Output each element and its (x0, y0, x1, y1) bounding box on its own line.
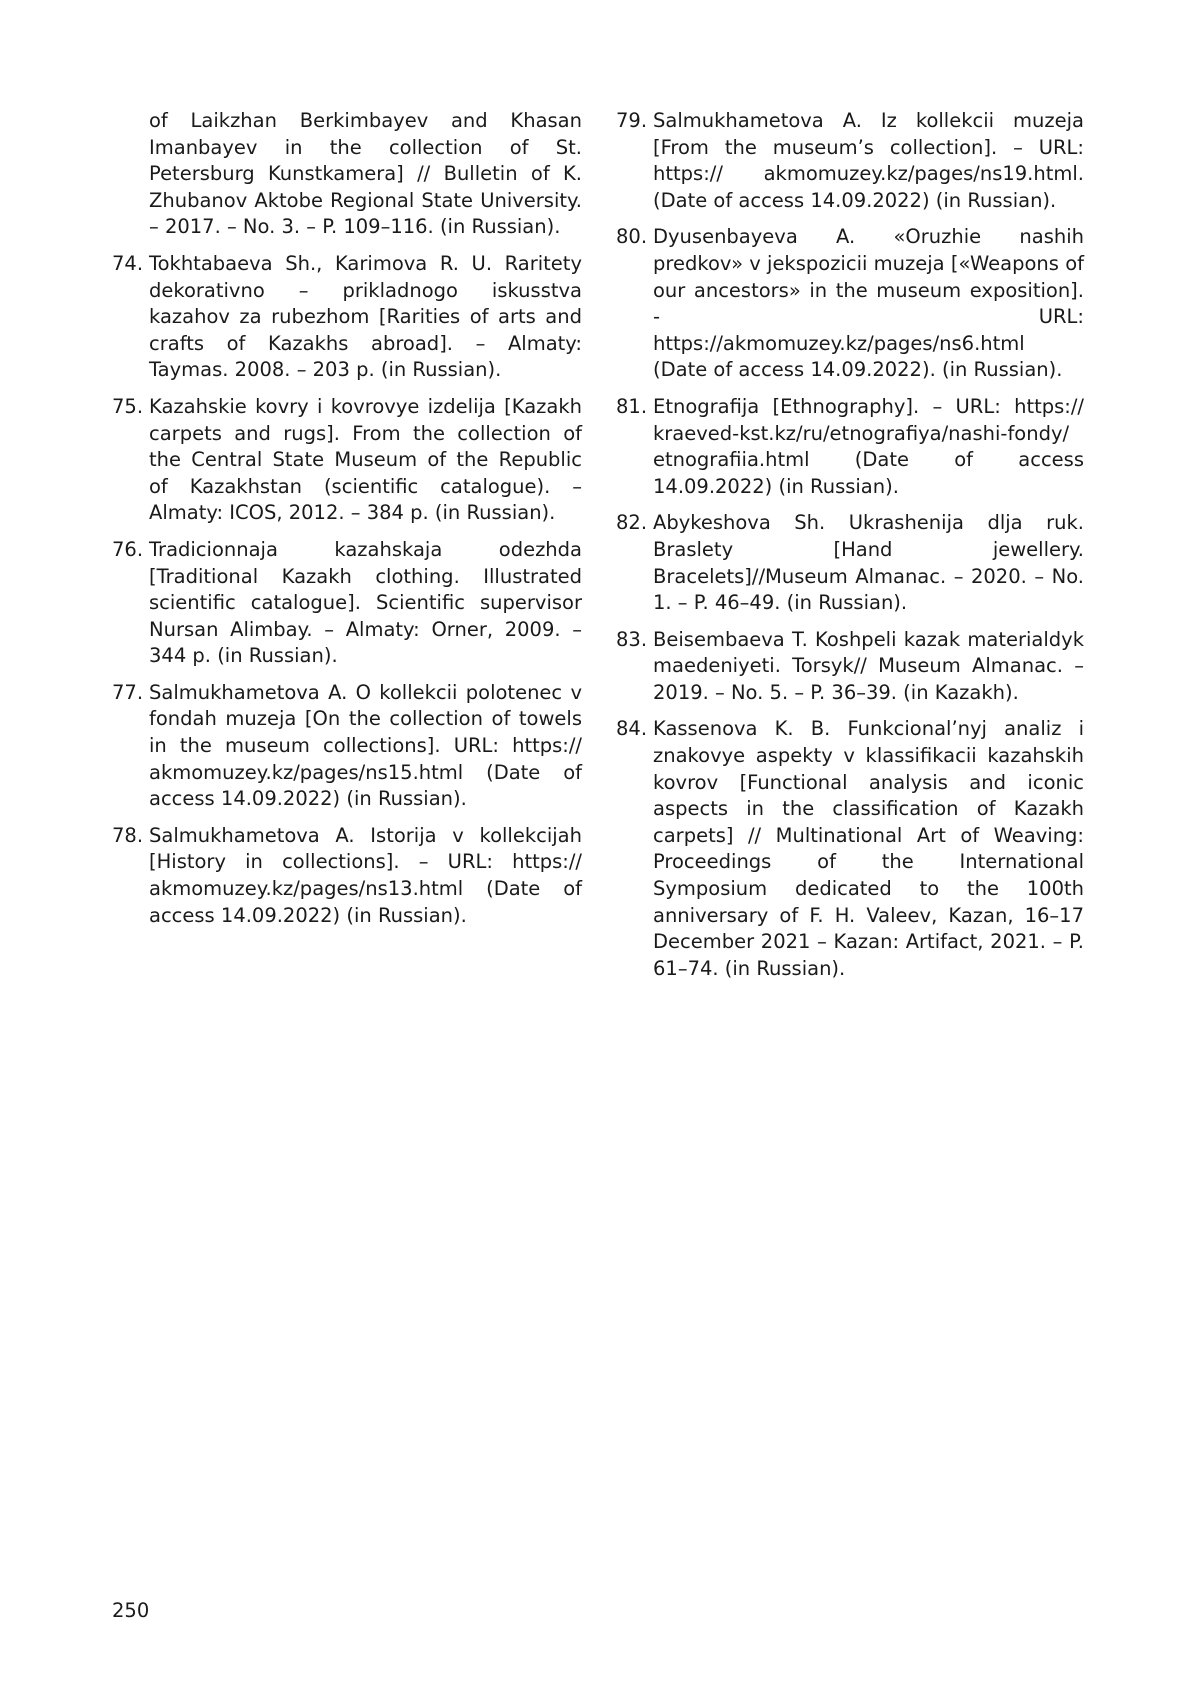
reference-number: 75. (112, 394, 144, 418)
reference-text: Tokhtabaeva Sh., Karimova R. U. Raritety dekorativno – prikladnogo iskusstva kazahov za rubezhom [Rarities of arts and crafts of Kazakhs abroad]. – Almaty: Taymas. 2008. – 203 p. (in Russian). (149, 251, 582, 382)
reference-text: Salmukhametova A. Istorija v kollekcijah [History in collections]. – URL: https:// akmomuzey.kz/pages/ns13.html (Date of access 14.09.2022) (in Russian). (149, 823, 582, 927)
reference-text: Kazahskie kovry i kovrovye izdelija [Kazakh carpets and rugs]. From the collection of the Central State Museum of the Republic of Kazakhstan (scientific catalogue). – Almaty: ICOS, 2012. – 384 p. (in Russian). (149, 394, 582, 525)
reference-column-left (112, 108, 582, 939)
reference-text: Kassenova K. B. Funkcional’nyj analiz i znakovye aspekty v klassifikacii kazahskih kovrov [Functional analysis and iconic aspects in the classification of Kazakh carpets] // Multinational Art of Weaving: Proceedings of the International Symposium dedicated to the 100th anniversary of F. H. Valeev, Kazan, 16–17 December 2021 – Kazan: Artifact, 2021. – P. 61–74. (in Russian). (653, 717, 1084, 980)
reference-item-80 (616, 224, 1084, 384)
reference-item-83 (616, 627, 1084, 707)
page-number: 250 (112, 1599, 150, 1622)
reference-number: 74. (112, 251, 144, 275)
reference-text: Dyusenbayeva A. «Oruzhie nashih predkov» v jekspozicii muzeja [«Weapons of our ancestors» in the museum exposition]. - URL: https://akmomuzey.kz/pages/ns6.html (Date of access 14.09.2022). (in Russian). (653, 225, 1084, 382)
reference-text: Salmukhametova A. O kollekcii polotenec v fondah muzeja [On the collection of towels in the museum collections]. URL: https:// akmomuzey.kz/pages/ns15.html (Date of access 14.09.2022) (in Russian). (149, 680, 582, 811)
reference-number: 81. (616, 394, 648, 418)
reference-number: 83. (616, 627, 648, 651)
reference-text: Salmukhametova A. Iz kollekcii muzeja [From the museum’s collection]. – URL: https:// akmomuzey.kz/pages/ns19.html. (Date of access 14.09.2022) (in Russian). (653, 109, 1084, 212)
reference-number: 76. (112, 537, 144, 561)
reference-number: 82. (616, 511, 648, 535)
reference-column-right (616, 108, 1084, 992)
reference-item-75 (112, 394, 582, 527)
reference-item-77 (112, 680, 582, 813)
reference-item-79 (616, 108, 1084, 214)
reference-text: Etnografija [Ethnography]. – URL: https:// kraeved-kst.kz/ru/etnografiya/nashi-fondy/ etnografiia.html (Date of access 14.09.2022) (in Russian). (653, 394, 1084, 498)
reference-number: 80. (616, 225, 648, 249)
reference-text: Abykeshova Sh. Ukrashenija dlja ruk. Braslety [Hand jewellery. Bracelets]//Museum Almanac. – 2020. – No. 1. – P. 46–49. (in Russian). (653, 511, 1084, 615)
reference-number: 77. (112, 680, 144, 704)
reference-number: 79. (616, 109, 648, 132)
reference-item-81 (616, 394, 1084, 500)
reference-text: of Laikzhan Berkimbayev and Khasan Imanbayev in the collection of St. Petersburg Kunstkamera] // Bulletin of K. Zhubanov Aktobe Regional State University. – 2017. – No. 3. – P. 109–116. (in Russian). (149, 109, 582, 239)
reference-number: 78. (112, 823, 144, 847)
reference-item-74 (112, 251, 582, 384)
reference-item-78 (112, 823, 582, 929)
reference-number: 84. (616, 717, 648, 741)
reference-text: Tradicionnaja kazahskaja odezhda [Traditional Kazakh clothing. Illustrated scientific catalogue]. Scientific supervisor Nursan Alimbay. – Almaty: Orner, 2009. – 344 p. (in Russian). (149, 537, 582, 668)
reference-text: Beisembaeva T. Koshpeli kazak materialdyk maedeniyeti. Torsyk// Museum Almanac. – 2019. – No. 5. – P. 36–39. (in Kazakh). (653, 627, 1084, 704)
reference-continuation (112, 108, 582, 241)
reference-item-82 (616, 510, 1084, 616)
reference-item-84 (616, 716, 1084, 982)
reference-item-76 (112, 537, 582, 670)
